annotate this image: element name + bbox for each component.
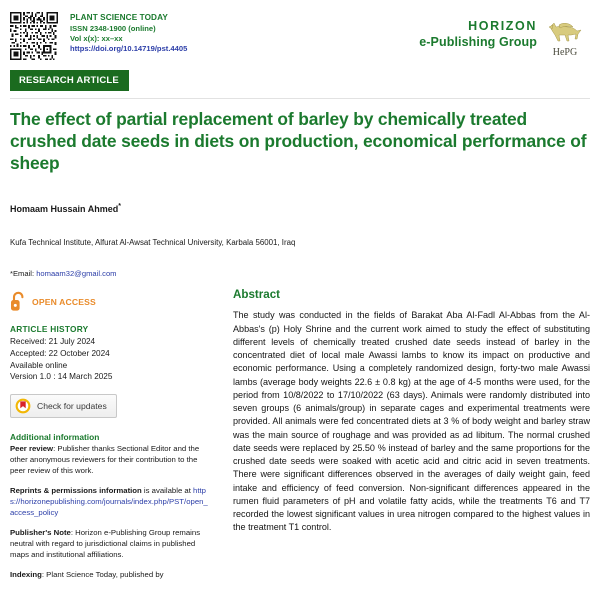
hepg-logo [542,18,588,58]
peer-review-label: Peer review [10,444,54,453]
open-lock-icon [10,291,25,312]
publishers-note-label: Publisher's Note [10,528,71,537]
author-name-text: Homaam Hussain Ahmed [10,203,119,214]
indexing-note [10,569,212,580]
author-name [0,175,600,214]
open-access-label: OPEN ACCESS [32,296,96,307]
masthead [0,0,600,62]
history-version: Version 1.0 : 14 March 2025 [10,372,113,382]
brand-horizon: HORIZON [468,19,537,33]
peer-review-text: : Publisher thanks Sectional Editor and the other anonymous reviewers for their contribution to the peer review of this work. [10,444,200,475]
journal-name: PLANT SCIENCE TODAY [70,13,168,22]
abstract-text: The study was conducted in the fields of Barakat Aba Al-Fadl Al-Abbas from the Al-Abbas's (p) Holy Shrine and the current work aimed to study the effect of substituting different levels of chemically treated crushed date seeds instead of barley in the concentrated diet of local male Awassi lambs to know its impact on productive and economic performance. Using a completely randomized design, forty-two male Awassi lambs (average body weights 22.6 ± 0.8 kg) at the age of 4-5 months were used, for the period from 10/8/2022 to 17/10/2022 (63 days). Animals were randomly distributed into seven groups (6 animals/group) in separate cages and experimental treatments were provided. All animals were fed concentrated diets at 3 % of body weight and barley straw was the main source of roughage and was provided as ad libitum. The normal crushed date seeds were replaced by 25.50 % instead of barley and the same proportions for the crushed date seeds were soaked with acetic acid and citric acid in seven treatments. There were significant differences observed in the averages of daily weight gain, feed intake and efficiency of feed conversion. Non-significant differences appeared in the rumen fluid parameters of pH and volatile fatty acids, while the treatments T6 and T7 recorded the lowest significant values in urea nitrogen compared to the highest values in the treatment T1 control. [233,310,590,533]
history-received: Received: 21 July 2024 [10,337,96,347]
hepg-label: HePG [552,47,578,58]
abstract-heading: Abstract [233,288,281,302]
indexing-label: Indexing [10,570,42,579]
qr-code-icon[interactable] [10,12,58,60]
body-columns [0,278,600,580]
reprints-text: is available at [141,486,194,495]
pegasus-icon [544,18,586,48]
journal-meta [70,12,187,54]
journal-issn: ISSN 2348-1900 (online) [70,23,156,33]
email-label: *Email: [10,269,35,279]
reprints-url-link[interactable]: https://horizonepublishing.com/journals/index.php/PST/open_access_policy [10,486,208,517]
open-access-badge[interactable] [10,291,212,312]
publishers-note [10,527,212,560]
abstract-column [222,278,590,580]
journal-volume: Vol x(x): xx–xx [70,34,123,43]
peer-review-note [10,443,212,476]
email-link[interactable]: homaam32@gmail.com [36,269,117,279]
indexing-text: : Plant Science Today, published by [41,570,164,579]
check-for-updates-label: Check for updates [37,401,107,411]
corresponding-author-mark: * [118,202,121,210]
article-history-list [10,336,212,383]
check-for-updates-button[interactable] [10,394,117,418]
page-title: The effect of partial replacement of barley by chemically treated crushed date seeds in diets on production, economical performance of sheep [10,109,587,173]
reprints-label: Reprints & permissions information [10,486,142,495]
article-type-row [0,62,600,91]
sidebar-column [10,278,222,580]
publisher-brand [419,12,590,58]
publishers-note-text: : Horizon e-Publishing Group remains neutral with regard to jurisdictional claims in published maps and institutional affiliations. [10,528,201,559]
reprints-permissions-note [10,485,212,518]
history-available-online: Available online [10,360,68,370]
article-history-heading: ARTICLE HISTORY [10,324,89,335]
crossmark-icon [15,398,31,414]
corresponding-email-line [0,248,600,278]
additional-information-heading: Additional information [10,432,100,442]
doi-link[interactable]: https://doi.org/10.14719/pst.4405 [70,44,188,54]
article-type-badge: RESEARCH ARTICLE [10,70,129,91]
history-accepted: Accepted: 22 October 2024 [10,349,110,359]
brand-epublishing-group: e-Publishing Group [419,35,537,50]
author-affiliation: Kufa Technical Institute, Alfurat Al-Awsat Technical University, Karbala 56001, Iraq [10,237,296,247]
